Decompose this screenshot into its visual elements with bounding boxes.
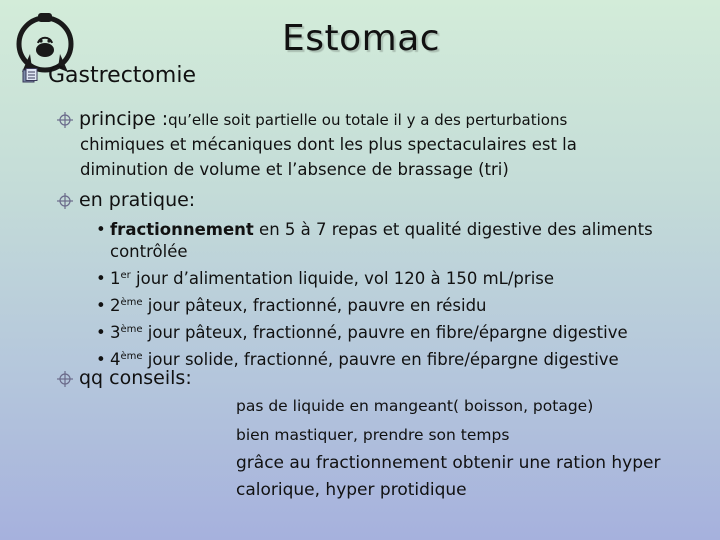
crosshair-bullet-icon	[57, 193, 73, 209]
crosshair-bullet-icon	[57, 371, 73, 387]
advice-line4: calorique, hyper protidique	[236, 480, 467, 500]
item-sup: ème	[120, 351, 143, 362]
item-num: 1	[110, 269, 121, 288]
principle-line3: diminution de volume et l’absence de brassage (tri)	[80, 160, 509, 179]
item-sup: er	[120, 270, 131, 281]
list-item: • 3ème jour pâteux, fractionné, pauvre en fibre/épargne digestive	[96, 323, 628, 342]
item-num: 3	[110, 323, 121, 342]
item-num: 4	[110, 350, 121, 369]
list-item: • 2ème jour pâteux, fractionné, pauvre en résidu	[96, 296, 487, 315]
item-text: jour solide, fractionné, pauvre en fibre/épargne digestive	[142, 350, 619, 369]
slide-title: Estomac	[282, 18, 441, 59]
section-gastrectomie	[22, 63, 196, 88]
document-bullet-icon	[22, 68, 38, 84]
item-bold: fractionnement	[110, 220, 254, 239]
advice-line3: grâce au fractionnement obtenir une ration hyper	[236, 453, 661, 473]
advice-line1: pas de liquide en mangeant( boisson, potage)	[236, 397, 594, 415]
list-item: • 1er jour d’alimentation liquide, vol 120 à 150 mL/prise	[96, 269, 555, 288]
advice-heading	[57, 367, 192, 389]
item-text-cont: contrôlée	[110, 242, 188, 261]
item-text: jour pâteux, fractionné, pauvre en résidu	[142, 296, 487, 315]
advice-line2: bien mastiquer, prendre son temps	[236, 426, 510, 444]
principle-line1: qu’elle soit partielle ou totale il y a des perturbations	[168, 111, 568, 129]
item-text: jour pâteux, fractionné, pauvre en fibre/épargne digestive	[142, 323, 628, 342]
item-text: jour d’alimentation liquide, vol 120 à 150 mL/prise	[130, 269, 555, 288]
list-item: • 4ème jour solide, fractionné, pauvre en fibre/épargne digestive	[96, 350, 619, 369]
item-sup: ème	[120, 297, 143, 308]
crosshair-bullet-icon	[57, 112, 73, 128]
practice-heading	[57, 189, 195, 211]
principle-line2: chimiques et mécaniques dont les plus spectaculaires est la	[80, 135, 577, 154]
practice-label: en pratique:	[79, 189, 196, 211]
practice-list	[96, 219, 713, 376]
list-item: • fractionnement en 5 à 7 repas et qualité digestive des aliments contrôlée	[96, 220, 653, 261]
principle-label: principe :	[79, 108, 169, 130]
item-text: en 5 à 7 repas et qualité digestive des aliments	[253, 220, 653, 239]
item-sup: ème	[120, 324, 143, 335]
advice-label: qq conseils:	[79, 367, 192, 389]
principle-heading	[57, 108, 567, 130]
item-num: 2	[110, 296, 121, 315]
section-label: Gastrectomie	[48, 63, 196, 88]
